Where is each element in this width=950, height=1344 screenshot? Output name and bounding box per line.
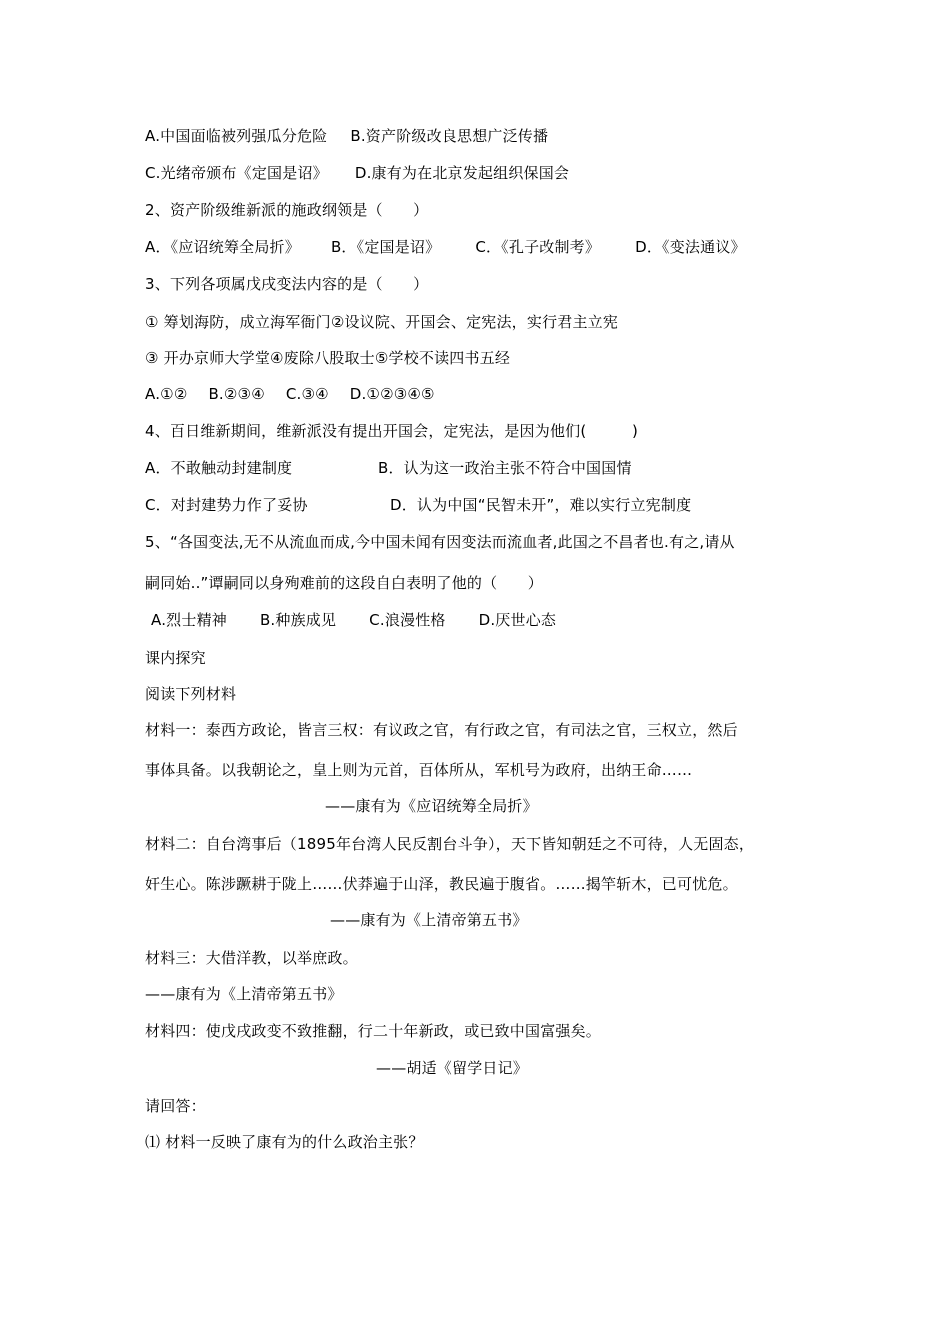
q3-line1: ① 筹划海防，成立海军衙门②设议院、开国会、定宪法，实行君主立宪 [145, 313, 619, 331]
q4-options-ab [145, 458, 632, 478]
q3-options [145, 384, 435, 404]
q4-options-cd [145, 495, 691, 515]
material-1-line2: 事体具备。以我朝论之，皇上则为元首，百体所从，军机号为政府，出纳王命…… [145, 761, 693, 779]
q2-option-c: C．《孔子改制考》 [475, 238, 601, 256]
q4-option-a: A．不敢触动封建制度 [145, 459, 293, 477]
q1-options-ab [145, 126, 548, 146]
q2-option-a: A．《应诏统筹全局折》 [145, 238, 300, 256]
q1-option-d: D.康有为在北京发起组织保国会 [354, 164, 570, 182]
material-1-line1: 材料一：泰西方政论，皆言三权：有议政之官，有行政之官，有司法之官，三权立，然后 [145, 721, 738, 739]
q2-stem: 2、资产阶级维新派的施政纲领是（ ） [145, 201, 429, 219]
q1-option-a: A.中国面临被列强瓜分危险 [145, 127, 328, 145]
q5-option-d: D.厌世心态 [478, 611, 557, 629]
q5-line2: 嗣同始..”谭嗣同以身殉难前的这段自白表明了他的（ ） [145, 574, 543, 592]
q5-option-c: C.浪漫性格 [369, 611, 446, 629]
q4-stem: 4、百日维新期间，维新派没有提出开国会，定宪法，是因为他们( ) [145, 422, 639, 440]
q5-option-a: A.烈士精神 [151, 611, 227, 629]
material-3-line1: 材料三：大借洋教，以举庶政。 [145, 949, 358, 967]
material-2-source: ——康有为《上清帝第五书》 [330, 911, 528, 929]
answer-prompt: 请回答： [145, 1097, 206, 1115]
question-1: ⑴ 材料一反映了康有为的什么政治主张？ [145, 1133, 424, 1151]
q3-option-c: C.③④ [285, 385, 329, 403]
q1-option-b: B.资产阶级改良思想广泛传播 [350, 127, 549, 145]
material-3-source: ——康有为《上清帝第五书》 [145, 985, 343, 1003]
material-4-source: ——胡适《留学日记》 [376, 1059, 529, 1077]
q1-options-cd [145, 163, 569, 183]
q3-option-a: A.①② [145, 385, 188, 403]
q5-option-b: B.种族成见 [259, 611, 337, 629]
material-1-source: ——康有为《应诏统筹全局折》 [325, 797, 538, 815]
q5-options [151, 610, 556, 630]
q2-option-b: B．《定国是诏》 [330, 238, 441, 256]
q5-line1: 5、“各国变法,无不从流血而成,今中国未闻有因变法而流血者,此国之不昌者也.有之,请从 [145, 533, 735, 551]
section-title: 课内探究 [145, 649, 206, 667]
material-4-line1: 材料四：使戊戌政变不致推翻，行二十年新政，或已致中国富强矣。 [145, 1022, 602, 1040]
material-2-line1: 材料二：自台湾事后（1895年台湾人民反割台斗争），天下皆知朝廷之不可待，人无固态， [145, 835, 755, 853]
read-label: 阅读下列材料 [145, 685, 237, 703]
q4-option-b: B．认为这一政治主张不符合中国国情 [377, 459, 632, 477]
q1-option-c: C.光绪帝颁布《定国是诏》 [145, 164, 328, 182]
q2-options [145, 237, 746, 257]
q3-line2: ③ 开办京师大学堂④废除八股取士⑤学校不读四书五经 [145, 349, 511, 367]
q2-option-d: D．《变法通议》 [635, 238, 746, 256]
q3-option-d: D.①②③④⑤ [349, 385, 435, 403]
q3-option-b: B.②③④ [208, 385, 265, 403]
q4-option-c: C．对封建势力作了妥协 [145, 496, 308, 514]
q4-option-d: D．认为中国“民智未开”，难以实行立宪制度 [389, 496, 692, 514]
material-2-line2: 奸生心。陈涉蹶耕于陇上……伏莽遍于山泽，教民遍于腹省。……揭竿斩木，已可忧危。 [145, 875, 738, 893]
q3-stem: 3、下列各项属戊戌变法内容的是（ ） [145, 275, 429, 293]
